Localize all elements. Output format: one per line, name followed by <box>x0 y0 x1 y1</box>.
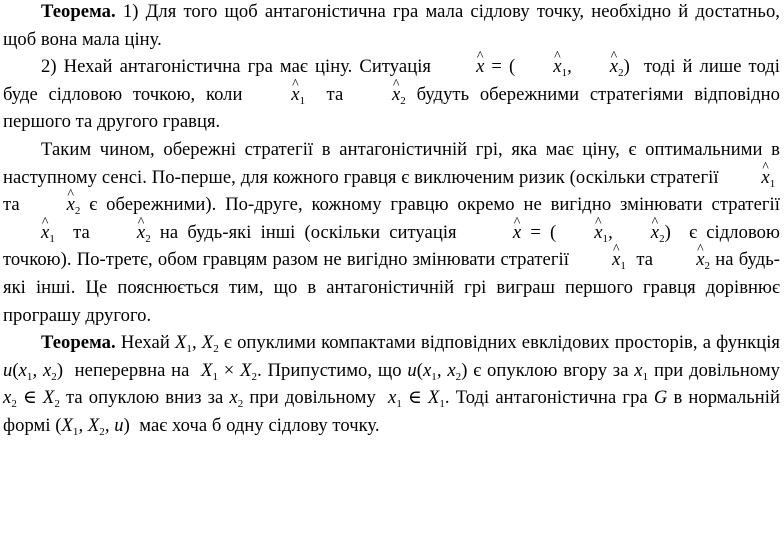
theorem-1-text: будуть обережними стратегіями відповідно першого та другого гравця. <box>3 83 781 133</box>
formula-x1-hat: ^ $x_1$ <box>253 84 305 105</box>
formula-x2-hat: ^ $x_2$ <box>29 194 81 215</box>
formula-situation: ^ x = (^ $x_1,\^{}$ $x_2$) <box>475 222 671 243</box>
formula-x2-in-X2: $x_2$ ∈ $X_2$ <box>3 387 60 411</box>
formula-u-x1-x2: $u(x_1$, $x_2$) <box>407 359 468 383</box>
formula-x1-hat: ^ $x_1$ <box>3 222 55 243</box>
theorem-1-paragraph-1 <box>3 0 780 53</box>
formula-x1-in-X1: $x_1$ ∈ $X_1$ <box>388 387 445 411</box>
formula-u-x1-x2: $u(x_1$, $x_2$) <box>3 359 64 383</box>
formula-x2: $x_2$ <box>229 387 244 411</box>
formula-x2-hat: ^ $x_2$ <box>354 84 406 105</box>
discussion-text: та <box>3 194 20 216</box>
formula-situation: ^ x = (^ $x_1,\^{}$ $x_2$) <box>438 56 630 77</box>
theorem-2-text: та опуклою вниз за <box>66 387 224 409</box>
discussion-text: є обережними). По-друге, кожному гравцю окремо не вигідно змінювати стратегії <box>89 194 780 216</box>
discussion-text: та <box>73 221 90 243</box>
theorem-1-label: Теорема. <box>41 1 116 22</box>
theorem-1-text: та <box>326 83 344 105</box>
formula-x2-hat: ^ $x_2$ <box>99 222 151 243</box>
theorem-2-text: Нехай <box>120 332 170 354</box>
formula-x1-x2: $X_1$, $X_2$ <box>174 332 219 356</box>
theorem-1-text: тоді й лише тоді буде сідловою точкою, коли <box>3 56 781 105</box>
discussion-text: на будь-які інші (оскільки ситуація <box>159 221 457 243</box>
formula-x1: $x_1$ <box>634 359 649 383</box>
theorem-2-label: Теорема. <box>41 332 116 354</box>
theorem-2-text: . Припустимо, що <box>257 359 402 381</box>
theorem-1-part-1: 1) Для того щоб антагоністична гра мала сідлову точку, необхідно й достатньо, щоб вона мала ціну. <box>3 1 781 50</box>
discussion-text: Таким чином, обережні стратегії в антагоністичній грі, яка має ціну, є оптимальними в наступному сенсі. По-перше, для кожного гравця є виключеним ризик (оскільки стратегії <box>3 138 780 188</box>
theorem-2-text: при довільному <box>653 359 780 381</box>
theorem-2-text: при довільному <box>249 387 376 409</box>
theorem-2-text: є опуклими компактами відповідних евклідових просторів, а функція <box>223 332 781 354</box>
formula-x1-hat: ^ $x_1$ <box>723 167 775 188</box>
theorem-2-text: в нормальній формі <box>3 387 781 436</box>
theorem-2-text: . Тоді антагоністична гра <box>444 387 648 409</box>
discussion-text: на будь-які інші. Це пояснюється тим, що в антагоністичній грі виграш першого гравця дорівнює програшу другого. <box>3 249 780 326</box>
formula-x2-hat: ^ $x_2$ <box>658 249 710 270</box>
formula-normal-form: ($X_1$, $X_2$, u) <box>55 414 130 438</box>
discussion-text: є сідловою точкою). По-третє, обом гравцям разом не вигідно змінювати стратегії <box>3 221 780 271</box>
formula-G: G <box>653 387 668 409</box>
theorem-1-paragraph-2 <box>3 53 780 136</box>
discussion-paragraph <box>3 136 780 329</box>
formula-x1-times-x2: $X_1 \times X_2$ <box>201 359 258 383</box>
formula-x1-hat: ^ $x_1$ <box>574 249 626 270</box>
theorem-1-text: 2) Нехай антагоністична гра має ціну. Ситуація <box>41 56 432 78</box>
theorem-2-paragraph <box>3 329 780 439</box>
theorem-2-text: має хоча б одну сідлову точку. <box>139 414 380 436</box>
theorem-2-text: є опуклою вгору за <box>473 359 629 381</box>
theorem-2-text: неперервна на <box>74 359 190 381</box>
discussion-text: та <box>636 249 654 271</box>
